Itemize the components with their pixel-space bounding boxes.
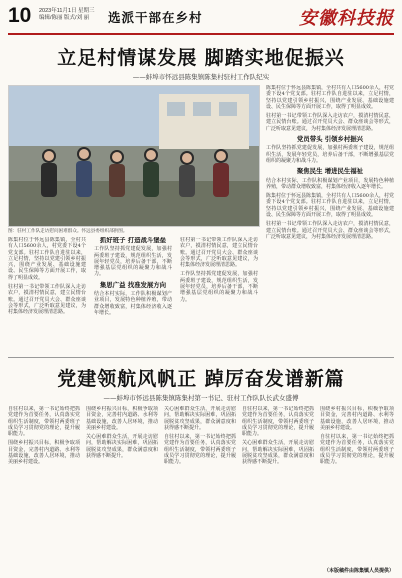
article2-body	[8, 406, 394, 578]
date-line: 2023年11月1日 星期三	[39, 8, 95, 14]
article2-column-2	[86, 406, 158, 556]
article-divider	[8, 357, 394, 358]
paragraph: 结合本村实际，工作队积极谋划产业项目，发展特色种植养殖，带动群众增收致富，村集体经济收入逐年增长。	[94, 291, 172, 316]
editor-line: 编辑/陈丽 版式/刘 丽	[39, 15, 90, 21]
paragraph: 工作队坚持抓党建促发展，加强村两委班子建设，规范组织生活，发展年轻党员，培养后备干部，不断增强基层党组织的凝聚力和战斗力。	[266, 145, 394, 164]
paragraph: 自驻村以来，第一书记始终把抓党建作为首要任务，认真落实党组织生活制度，带领村两委班子成员学习贯彻党的理论，提升履职能力。	[242, 406, 314, 438]
section-title: 选派干部在乡村	[108, 10, 203, 25]
paragraph: 驻村第一书记带领工作队深入走访农户，摸清村情民意，建立民情台账。通过召开党员大会、群众座谈会等形式，广泛听取意见建议，为村集体经济发展理清思路。	[180, 237, 258, 269]
paragraph: 驻村第一书记带领工作队深入走访农户，摸清村情民意，建立民情台账。通过召开党员大会、群众座谈会等形式，广泛听取意见建议，为村集体经济发展理清思路。	[266, 221, 394, 240]
paragraph: 自驻村以来，第一书记始终把抓党建作为首要任务，认真落实党组织生活制度，带领村两委班子成员学习贯彻党的理论，提升履职能力。	[8, 406, 80, 438]
subhead: 集思广益 找准发展方向	[99, 280, 167, 289]
paragraph: 陈集村位于怀远县陈集镇，全村共有人口5600余人，村党委下设4个党支部。驻村工作队自进驻以来，立足村情，坚持以党建引领乡村振兴，围绕产业发展、基础设施建设、民生保障等方面开展工作，取得了明显成效。	[8, 237, 86, 281]
paragraph: 陈集村位于怀远县陈集镇，全村共有人口5600余人，村党委下设4个党支部。驻村工作队自进驻以来，立足村情，坚持以党建引领乡村振兴，围绕产业发展、基础设施建设、民生保障等方面开展工作，取得了明显成效。	[266, 193, 394, 219]
masthead-rule	[8, 33, 394, 35]
paragraph: 围绕乡村振兴目标，积极争取项目资金，完善村内道路、水利等基础设施，改善人居环境，推动美丽乡村建设。	[320, 406, 394, 431]
subhead: 党员带头 引领乡村振兴	[296, 135, 364, 144]
paragraph: 自驻村以来，第一书记始终把抓党建作为首要任务，认真落实党组织生活制度，带领村两委班子成员学习贯彻党的理论，提升履职能力。	[164, 434, 236, 466]
article2-column-1	[8, 406, 80, 556]
subhead: 抓好班子 打造战斗堡垒	[99, 237, 167, 244]
paragraph: 结合本村实际，工作队积极谋划产业项目，发展特色种植养殖，带动群众增收致富，村集体经济收入逐年增长。	[266, 177, 394, 190]
article1-headline: 立足村情谋发展 脚踏实地促振兴	[57, 47, 345, 69]
article1-column-2	[94, 237, 172, 351]
article1-column-3	[180, 237, 258, 351]
paragraph: 关心困难群众生活，开展走访慰问，帮助解决实际困难，巩固拓展脱贫攻坚成果，群众满意度和获得感不断提升。	[164, 406, 236, 431]
paragraph: 工作队坚持抓党建促发展，加强村两委班子建设，规范组织生活，发展年轻党员，培养后备干部，不断增强基层党组织的凝聚力和战斗力。	[180, 271, 258, 303]
paragraph: 围绕乡村振兴目标，积极争取项目资金，完善村内道路、水利等基础设施，改善人居环境，推动美丽乡村建设。	[86, 406, 158, 431]
paragraph: 关心困难群众生活，开展走访慰问，帮助解决实际困难，巩固拓展脱贫攻坚成果，群众满意度和获得感不断提升。	[86, 434, 158, 460]
paragraph: 自驻村以来，第一书记始终把抓党建作为首要任务，认真落实党组织生活制度，带领村两委班子成员学习贯彻党的理论，提升履职能力。	[320, 434, 394, 466]
paragraph: 驻村第一书记带领工作队深入走访农户，摸清村情民意，建立民情台账。通过召开党员大会、群众座谈会等形式，广泛听取意见建议，为村集体经济发展理清思路。	[266, 113, 394, 132]
paragraph: 围绕乡村振兴目标，积极争取项目资金，完善村内道路、水利等基础设施，改善人居环境，推动美丽乡村建设。	[8, 440, 80, 466]
article1-body	[8, 85, 394, 353]
paragraph: 驻村第一书记带领工作队深入走访农户，摸清村情民意，建立民情台账。通过召开党员大会、群众座谈会等形式，广泛听取意见建议，为村集体经济发展理清思路。	[8, 284, 86, 316]
masthead	[8, 4, 394, 32]
article1-column-1	[8, 237, 86, 351]
paragraph: 工作队坚持抓党建促发展，加强村两委班子建设，规范组织生活，发展年轻党员，培养后备干部，不断增强基层党组织的凝聚力和战斗力。	[94, 246, 172, 278]
photo-caption: 图：驻村工作队走访慰问困难群众。怀远县委组织部供图。	[8, 228, 128, 233]
newspaper-logo: 安徽科技报	[299, 8, 394, 29]
article2-byline: ——蚌埠市怀远县陈集镇陈集村第一书记、驻村工作队队长武女盛傅	[103, 394, 299, 402]
paragraph: 关心困难群众生活，开展走访慰问，帮助解决实际困难，巩固拓展脱贫攻坚成果，群众满意度和获得感不断提升。	[242, 440, 314, 466]
paragraph: 陈集村位于怀远县陈集镇，全村共有人口5600余人，村党委下设4个党支部。驻村工作队自进驻以来，立足村情，坚持以党建引领乡村振兴，围绕产业发展、基础设施建设、民生保障等方面开展工作，取得了明显成效。	[266, 85, 394, 110]
article1-photo	[8, 85, 260, 227]
issue-meta	[39, 8, 95, 22]
article2-column-3	[164, 406, 236, 556]
page-number: 10	[8, 4, 32, 27]
article2-headline: 党建领航风帆正 踔厉奋发谱新篇	[57, 368, 345, 390]
subhead: 聚焦民生 增进民生福祉	[296, 167, 364, 176]
article2-column-5	[320, 406, 394, 546]
group-photo-image	[9, 86, 259, 226]
article1-column-right	[266, 85, 394, 351]
article2-column-4	[242, 406, 314, 556]
article2-footer-note: （本版稿件由陈集镇人员提供）	[323, 568, 394, 574]
article1-byline: ——蚌埠市怀远县陈集镇陈集村驻村工作队纪实	[132, 73, 270, 81]
